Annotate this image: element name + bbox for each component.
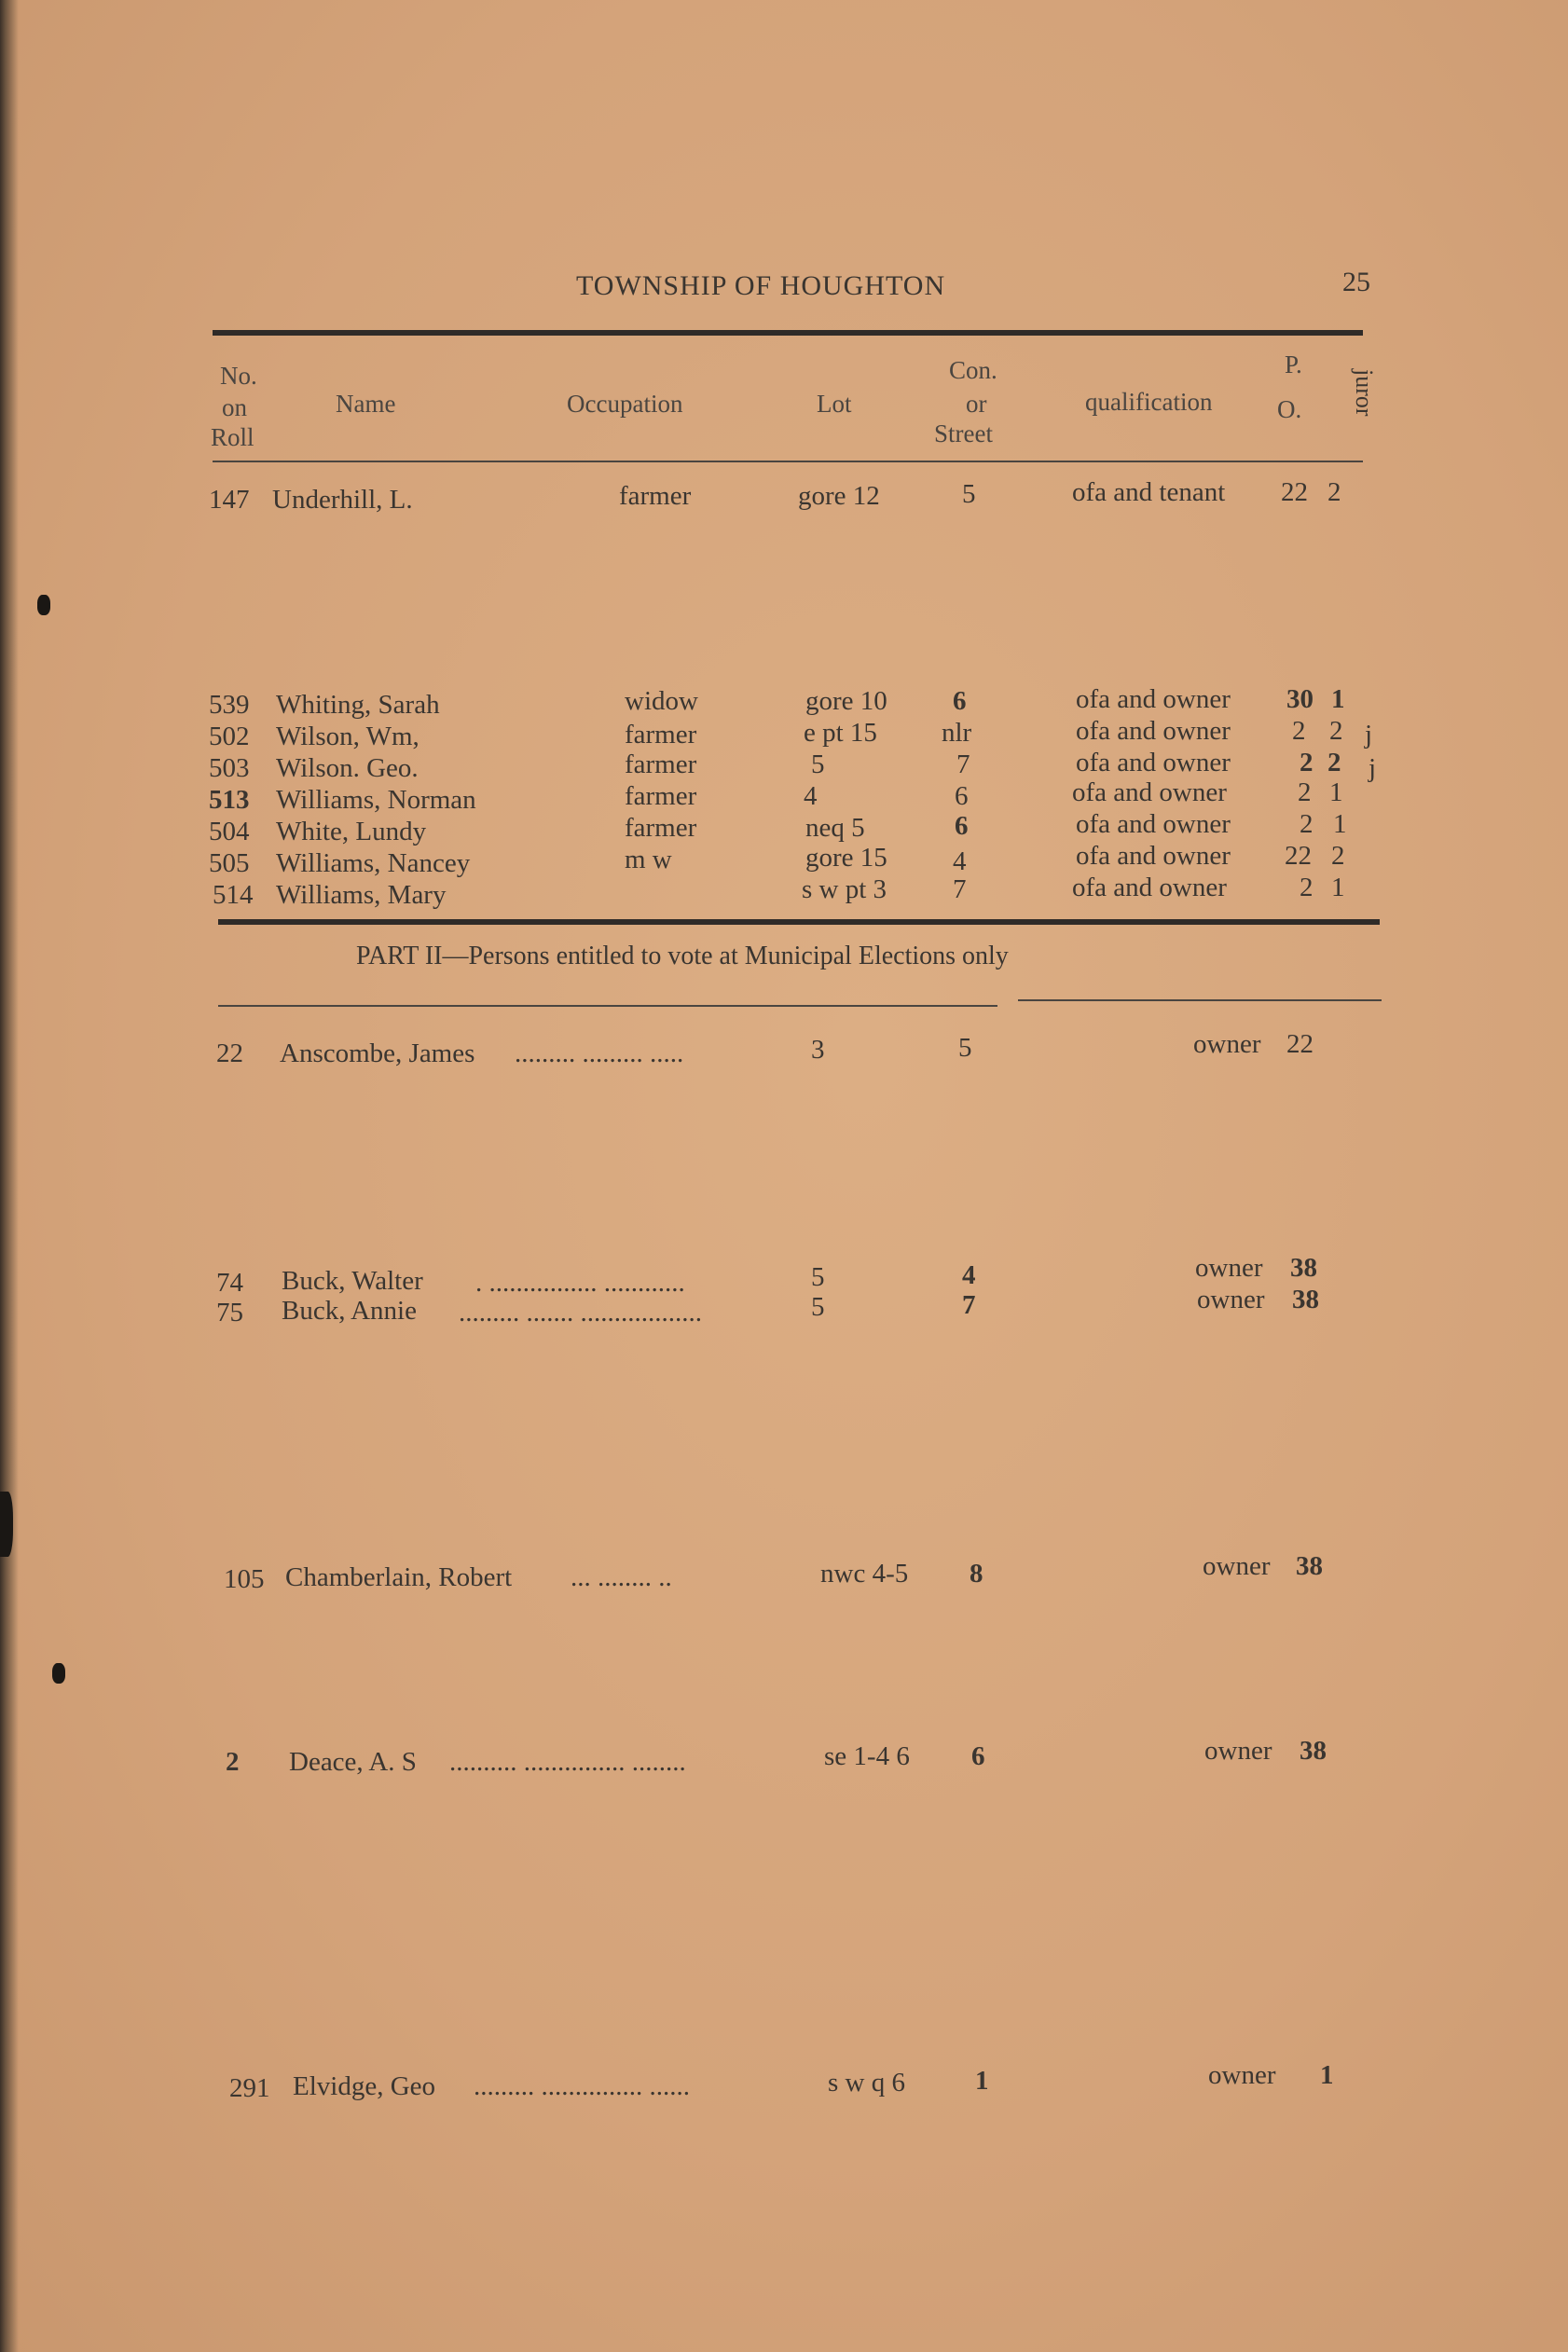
voter-name: Williams, Mary	[276, 880, 447, 910]
col-no-line1: No.	[220, 362, 257, 390]
qualification: ofa and owner	[1076, 684, 1231, 714]
voter-name: Buck, Annie	[282, 1296, 417, 1326]
qualification: owner	[1204, 1736, 1272, 1766]
col-po-line1: P.	[1285, 351, 1302, 378]
post-office: 22	[1285, 841, 1312, 871]
post-office: 22	[1286, 1029, 1314, 1059]
col-occupation: Occupation	[567, 390, 683, 418]
roll-number: 75	[216, 1298, 243, 1327]
post-office: 38	[1292, 1285, 1319, 1314]
qualification: owner	[1193, 1029, 1261, 1059]
lot: gore 12	[798, 481, 880, 511]
voter-name: Wilson. Geo.	[276, 753, 419, 783]
roll-number: 291	[229, 2073, 270, 2103]
part2-rule-left	[218, 1005, 997, 1007]
post-office: 38	[1296, 1551, 1323, 1581]
occupation: farmer	[625, 750, 697, 779]
voter-name: Chamberlain, Robert	[285, 1562, 513, 1592]
qualification: ofa and owner	[1076, 748, 1231, 777]
juror-value: 1	[1329, 777, 1343, 807]
lot: se 1-4 6	[824, 1741, 910, 1771]
page-number: 25	[1342, 267, 1370, 297]
lot: 4	[804, 781, 818, 811]
roll-number: 2	[226, 1747, 240, 1777]
qualification: owner	[1208, 2060, 1276, 2090]
juror-value: 1	[1331, 873, 1345, 902]
juror-value: 2	[1327, 748, 1341, 777]
voter-name: Underhill, L.	[272, 485, 413, 515]
post-office: 2	[1292, 716, 1306, 746]
qualification: ofa and tenant	[1072, 477, 1226, 507]
lot: e pt 15	[804, 718, 877, 748]
running-title: TOWNSHIP OF HOUGHTON	[576, 270, 946, 301]
roll-number: 539	[209, 690, 250, 720]
post-office: 38	[1290, 1253, 1317, 1283]
lot: s w q 6	[828, 2068, 905, 2098]
concession: 5	[958, 1033, 972, 1063]
margin-mark: j	[1365, 720, 1373, 750]
qualification: owner	[1203, 1551, 1271, 1581]
roll-number: 503	[209, 753, 250, 783]
voter-name: Elvidge, Geo	[293, 2071, 436, 2101]
concession: 7	[953, 874, 967, 904]
concession: 6	[955, 781, 969, 811]
roll-number: 504	[209, 817, 250, 846]
col-no-line2: on	[222, 393, 247, 421]
post-office: 1	[1320, 2060, 1334, 2090]
voter-name: Williams, Nancey	[276, 848, 471, 878]
roll-number: 22	[216, 1038, 243, 1068]
occupation: farmer	[625, 813, 697, 843]
concession: 6	[955, 811, 969, 841]
lot: 5	[811, 1262, 825, 1292]
juror-value: 2	[1329, 716, 1343, 746]
part2-rule-right	[1018, 999, 1382, 1001]
roll-number: 513	[209, 785, 250, 815]
post-office: 2	[1300, 873, 1314, 902]
qualification: ofa and owner	[1076, 809, 1231, 839]
dot-leader: ......... ............... ......	[474, 2071, 690, 2101]
col-no-line3: Roll	[211, 423, 254, 451]
col-po-line2: O.	[1277, 395, 1302, 423]
concession: 1	[975, 2066, 989, 2096]
lot: 5	[811, 1292, 825, 1322]
post-office: 30	[1286, 684, 1314, 714]
concession: nlr	[942, 718, 972, 748]
concession: 4	[962, 1260, 976, 1290]
concession: 4	[953, 846, 967, 876]
voter-name: Whiting, Sarah	[276, 690, 440, 720]
roll-number: 105	[224, 1564, 265, 1594]
occupation: farmer	[625, 720, 697, 750]
post-office: 2	[1298, 777, 1312, 807]
lot: neq 5	[805, 813, 865, 843]
col-con-line1: Con.	[949, 356, 997, 384]
occupation: farmer	[625, 781, 697, 811]
voter-name: Deace, A. S	[289, 1747, 417, 1777]
roll-number: 147	[209, 485, 250, 515]
qualification: ofa and owner	[1072, 873, 1227, 902]
top-rule	[213, 330, 1363, 336]
juror-value: 2	[1327, 477, 1341, 507]
post-office: 38	[1300, 1736, 1327, 1766]
part2-heading: PART II—Persons entitled to vote at Municipal Elections only	[356, 942, 1009, 970]
roll-number: 74	[216, 1268, 243, 1298]
col-con-line2: or	[966, 390, 987, 418]
qualification: ofa and owner	[1076, 716, 1231, 746]
ink-blot	[37, 595, 50, 615]
qualification: owner	[1197, 1285, 1265, 1314]
occupation: m w	[625, 845, 672, 874]
roll-number: 502	[209, 722, 250, 751]
concession: 8	[970, 1559, 983, 1589]
voter-name: Buck, Walter	[282, 1266, 423, 1296]
roll-number: 514	[213, 880, 254, 910]
voter-name: Wilson, Wm,	[276, 722, 420, 751]
dot-leader: ......... ......... .....	[515, 1038, 684, 1068]
juror-value: 1	[1333, 809, 1347, 839]
juror-value: 2	[1331, 841, 1345, 871]
margin-mark: j	[1369, 753, 1377, 783]
post-office: 22	[1281, 477, 1308, 507]
dot-leader: ......... ....... ..................	[459, 1298, 702, 1327]
voter-name: White, Lundy	[276, 817, 427, 846]
concession: 6	[971, 1741, 985, 1771]
lot: gore 10	[805, 686, 887, 716]
part-divider-rule	[218, 919, 1380, 925]
concession: 7	[956, 750, 970, 779]
lot: gore 15	[805, 843, 887, 873]
post-office: 2	[1300, 809, 1314, 839]
concession: 5	[962, 479, 976, 509]
lot: s w pt 3	[802, 874, 887, 904]
qualification: ofa and owner	[1072, 777, 1227, 807]
concession: 6	[953, 686, 967, 716]
col-con-line3: Street	[934, 420, 993, 447]
voter-name: Williams, Norman	[276, 785, 476, 815]
header-rule	[213, 461, 1363, 462]
dot-leader: .......... ............... ........	[449, 1747, 686, 1777]
col-qualification: qualification	[1085, 388, 1213, 416]
qualification: ofa and owner	[1076, 841, 1231, 871]
occupation: widow	[625, 686, 698, 716]
lot: 5	[811, 750, 825, 779]
qualification: owner	[1195, 1253, 1263, 1283]
lot: nwc 4-5	[820, 1559, 909, 1589]
col-name: Name	[336, 390, 396, 418]
voter-name: Anscombe, James	[280, 1038, 475, 1068]
post-office: 2	[1300, 748, 1314, 777]
binding-edge	[0, 0, 19, 2352]
col-juror: juror	[1351, 369, 1378, 417]
roll-number: 505	[209, 848, 250, 878]
dot-leader: ... ........ ..	[571, 1562, 672, 1592]
col-lot: Lot	[817, 390, 852, 418]
juror-value: 1	[1331, 684, 1345, 714]
occupation: farmer	[619, 481, 692, 511]
ink-blot	[0, 1492, 13, 1557]
dot-leader: . ................ ............	[475, 1268, 685, 1298]
lot: 3	[811, 1035, 825, 1065]
ink-blot	[52, 1663, 65, 1684]
concession: 7	[962, 1290, 976, 1320]
